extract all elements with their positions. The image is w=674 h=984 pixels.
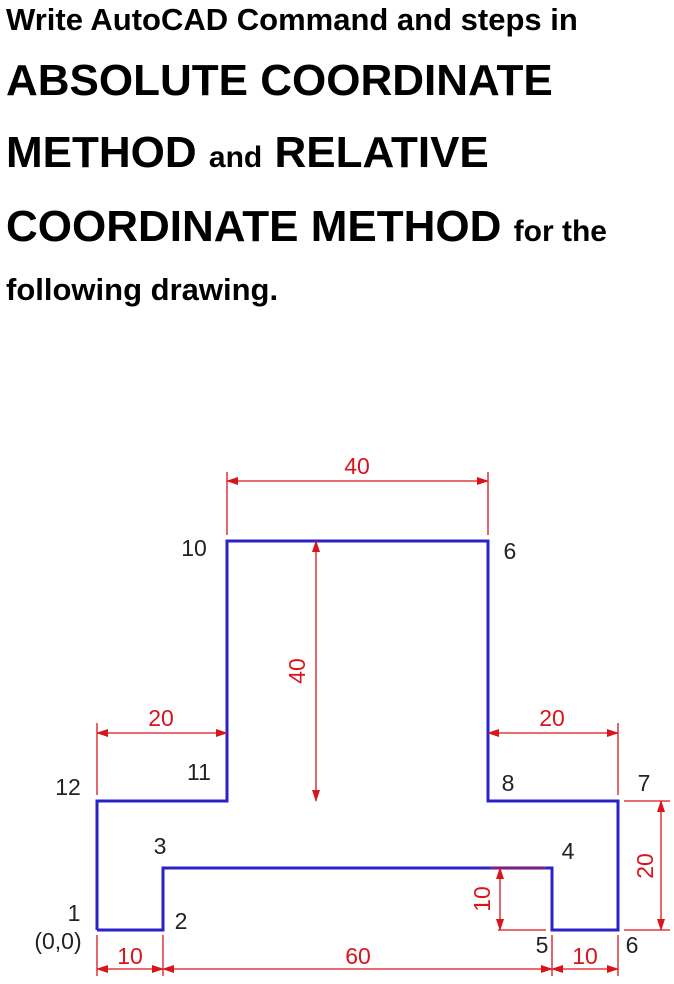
origin-label: (0,0) xyxy=(34,928,82,954)
point-label-1: 1 xyxy=(67,900,81,926)
dim-top-width: 40 xyxy=(344,453,370,479)
dim-right-width: 20 xyxy=(539,705,565,731)
question-line-4-part-1: COORDINATE METHOD xyxy=(6,202,502,251)
question-line-2: ABSOLUTE COORDINATE xyxy=(6,56,553,105)
shape-outline xyxy=(97,541,618,930)
point-label-11: 11 xyxy=(187,759,211,785)
point-label-3: 3 xyxy=(153,833,167,859)
dim-bottom-left: 10 xyxy=(117,943,143,969)
question-line-3-part-3: RELATIVE xyxy=(274,128,489,177)
dim-top-height: 40 xyxy=(284,658,310,684)
question-line-1: Write AutoCAD Command and steps in xyxy=(6,2,578,37)
question-line-5: following drawing. xyxy=(6,272,279,307)
point-label-10: 10 xyxy=(181,535,207,561)
dim-right-height: 20 xyxy=(632,853,658,879)
point-label-12: 12 xyxy=(55,774,81,800)
point-label-9: 9 xyxy=(503,538,517,564)
dim-bottom-right: 10 xyxy=(572,943,598,969)
point-label-5: 5 xyxy=(535,932,549,958)
point-label-8: 8 xyxy=(501,770,515,796)
point-label-7: 7 xyxy=(637,770,651,796)
question-line-4-part-2: for the xyxy=(513,215,607,248)
point-label-6: 6 xyxy=(625,932,639,958)
question-line-3-part-2: and xyxy=(208,141,263,174)
dim-bottom-middle: 60 xyxy=(345,943,371,969)
dim-inner-height: 10 xyxy=(469,886,495,912)
point-label-2: 2 xyxy=(174,908,188,934)
point-label-4: 4 xyxy=(561,838,575,864)
dim-left-width: 20 xyxy=(148,705,174,731)
question-line-3-part-1: METHOD xyxy=(6,128,197,177)
